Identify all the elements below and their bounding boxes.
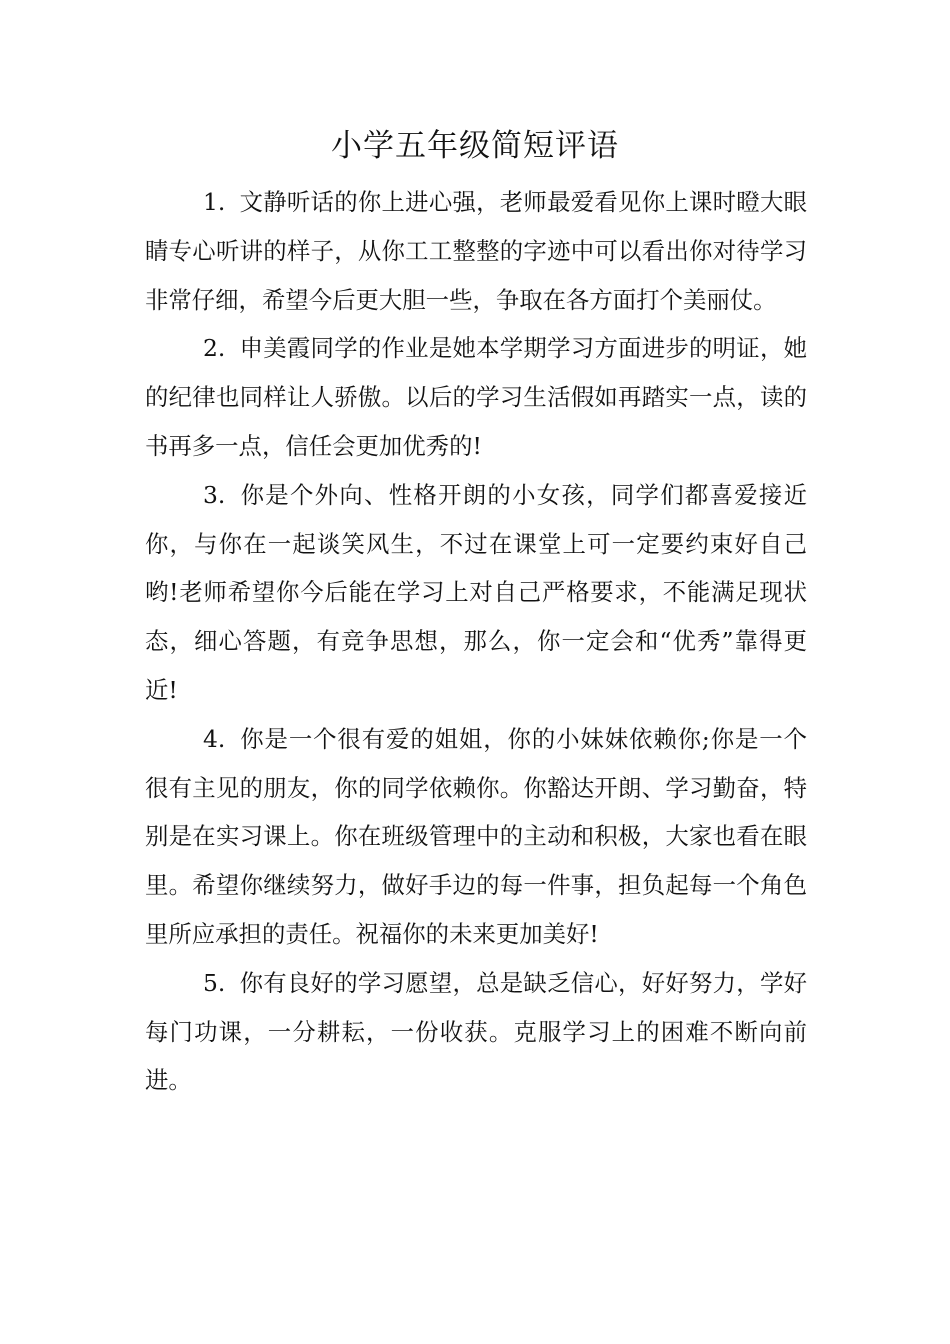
paragraph-text: 文静听话的你上进心强，老师最爱看见你上课时瞪大眼睛专心听讲的样子，从你工工整整的字迹中可以看出你对待学习非常仔细，希望今后更大胆一些，争取在各方面打个美丽仗。 [145, 188, 807, 314]
comment-paragraph-2 [145, 324, 807, 470]
paragraph-number: 3. [203, 480, 226, 509]
comment-paragraph-5 [145, 959, 807, 1105]
comment-paragraph-4 [145, 715, 807, 959]
paragraph-number: 5. [203, 968, 226, 997]
paragraph-text: 申美霞同学的作业是她本学期学习方面进步的明证，她的纪律也同样让人骄傲。以后的学习生活假如再踏实一点，读的书再多一点，信任会更加优秀的! [145, 334, 807, 460]
paragraph-text: 你是一个很有爱的姐姐，你的小妹妹依赖你;你是一个很有主见的朋友，你的同学依赖你。你豁达开朗、学习勤奋，特别是在实习课上。你在班级管理中的主动和积极，大家也看在眼里。希望你继续努力，做好手边的每一件事，担负起每一个角色里所应承担的责任。祝福你的未来更加美好! [145, 724, 807, 948]
comment-paragraph-1 [145, 178, 807, 324]
paragraph-number: 1. [203, 188, 226, 216]
document-body [145, 178, 807, 1105]
paragraph-number: 2. [203, 334, 226, 363]
paragraph-text: 你是个外向、性格开朗的小女孩，同学们都喜爱接近你，与你在一起谈笑风生，不过在课堂上可一定要约束好自己哟!老师希望你今后能在学习上对自己严格要求，不能满足现状态，细心答题，有竞争思想，那么，你一定会和“优秀”靠得更近! [145, 480, 807, 704]
paragraph-number: 4. [203, 724, 226, 753]
paragraph-text: 你有良好的学习愿望，总是缺乏信心，好好努力，学好每门功课，一分耕耘，一份收获。克服学习上的困难不断向前进。 [145, 968, 807, 1095]
comment-paragraph-3 [145, 471, 807, 715]
document-title: 小学五年级简短评语 [331, 128, 619, 164]
